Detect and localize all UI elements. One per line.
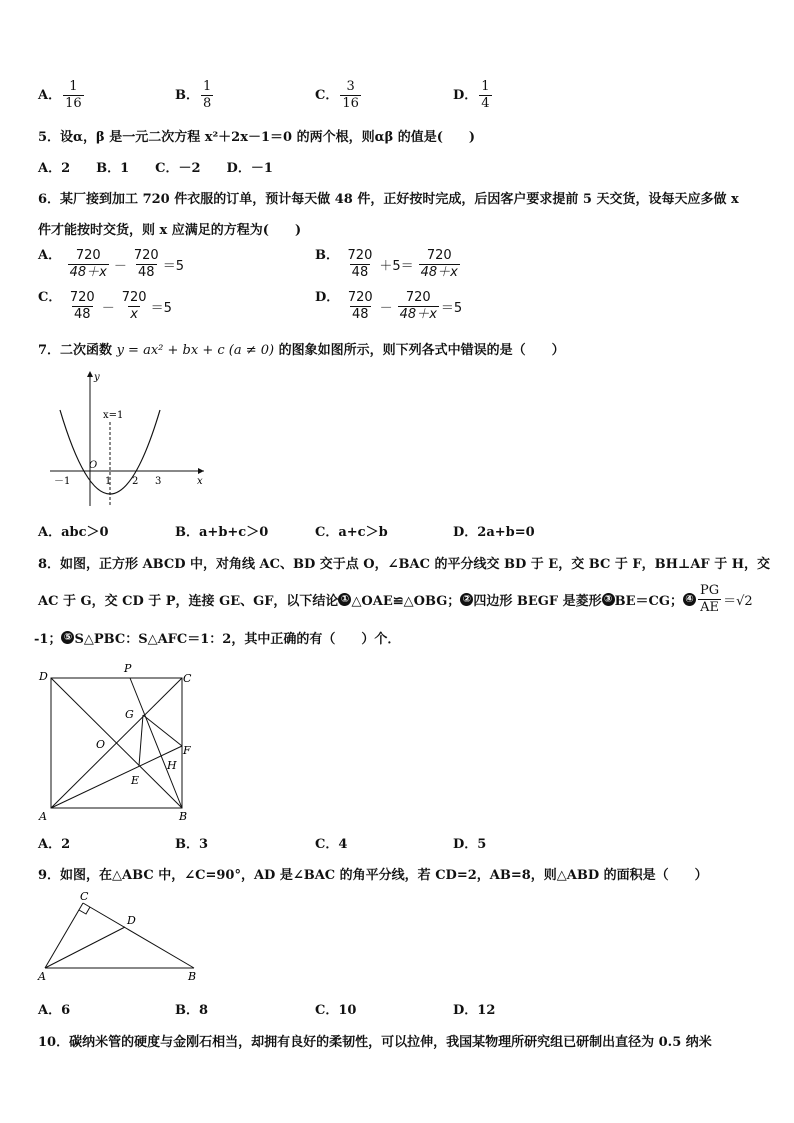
q6-a-rhs: ＝5 bbox=[162, 259, 184, 274]
q4-d-num: 1 bbox=[481, 79, 490, 94]
q8-label-p: P bbox=[124, 662, 132, 675]
q5-options: A．2 B．1 C．－2 D．－1 bbox=[38, 161, 273, 176]
q6-c-op: － bbox=[101, 301, 115, 316]
q4-b-den: 8 bbox=[203, 96, 212, 111]
q4-option-c: C． $\frac{3}{16}$ bbox=[315, 79, 359, 111]
q6-b-t2-num: 720 bbox=[426, 248, 452, 263]
q6-option-c: C． $\frac{720}{48}$ － $\frac{720}{x}$ ＝5 bbox=[38, 290, 172, 322]
q8-segment-bp bbox=[130, 678, 182, 808]
q6-c-t1-den: 48 bbox=[74, 307, 91, 322]
q4-option-b: B． $\frac{1}{8}$ bbox=[175, 79, 212, 111]
q6-option-a: A． $\frac{720}{48+x}$ － $\frac{720}{48}$ ＝5 bbox=[38, 248, 184, 280]
q8-option-d: D．5 bbox=[453, 837, 487, 852]
q7-axis-label: x=1 bbox=[103, 410, 124, 421]
q6-d-t1-num: 720 bbox=[347, 290, 373, 305]
q7-option-a: A．abc＞0 bbox=[38, 525, 109, 540]
q9-option-a: A．6 bbox=[38, 1003, 71, 1018]
q6-a-t2-num: 720 bbox=[133, 248, 159, 263]
q6-c-t1-num: 720 bbox=[69, 290, 95, 305]
q8-label-o: O bbox=[96, 738, 106, 751]
q8-stem-line3: -1； ⑤ S△PBC：S△AFC＝1：2，其中正确的有（ ）个． bbox=[34, 632, 401, 647]
q7-option-d: D．2a+b=0 bbox=[453, 525, 535, 540]
q8-label-e: E bbox=[131, 774, 140, 787]
q8-label-g: G bbox=[125, 708, 134, 721]
q8-stem-line2: AC 于 G，交 CD 于 P，连接 GE、GF，以下结论 ① △OAE≌△OBG； ② 四边形 BEGF 是菱形 ③ BE＝CG； ④ $\frac{PG}{AE}$ ＝√2 bbox=[38, 583, 753, 615]
q9-label-b: B bbox=[188, 970, 197, 983]
q8-label-h: H bbox=[167, 759, 177, 772]
q8-segment-gf bbox=[143, 715, 182, 746]
q7-tick-3: 3 bbox=[155, 476, 162, 487]
q7-formula: y = ax² + bx + c (a ≠ 0) bbox=[116, 343, 275, 358]
q6-d-t2-num: 720 bbox=[405, 290, 431, 305]
q8-label-c: C bbox=[183, 672, 192, 685]
q9-right-angle-mark bbox=[79, 907, 90, 914]
q4-b-num: 1 bbox=[203, 79, 212, 94]
q7-y-label: y bbox=[94, 372, 100, 383]
q6-b-t1-num: 720 bbox=[347, 248, 373, 263]
q4-option-d: D． $\frac{1}{4}$ bbox=[453, 79, 490, 111]
q7-origin-label: O bbox=[89, 460, 98, 471]
q9-label-a: A bbox=[38, 970, 46, 983]
q7-x-label: x bbox=[197, 476, 203, 487]
q6-a-t1-num: 720 bbox=[75, 248, 101, 263]
q6-d-t1-den: 48 bbox=[351, 307, 369, 322]
q7-y-arrow bbox=[87, 371, 93, 377]
q6-a-op: － bbox=[113, 259, 127, 274]
q7-parabola-graph bbox=[48, 368, 208, 508]
q6-c-rhs: ＝5 bbox=[150, 301, 172, 316]
q9-option-d: D．12 bbox=[453, 1003, 496, 1018]
q9-triangle-figure bbox=[36, 886, 206, 986]
q9-stem: 9．如图，在△ABC 中，∠C=90°，AD 是∠BAC 的角平分线，若 CD=2，AB=8，则△ABD 的面积是（ ） bbox=[38, 868, 708, 883]
q6-b-op: ＋5＝ bbox=[379, 259, 414, 274]
q8-label-a: A bbox=[39, 810, 47, 823]
q4-a-num: 1 bbox=[69, 79, 78, 94]
q6-option-d: D． $\frac{720}{48}$ － $\frac{720}{48+x}$ ＝5 bbox=[315, 290, 463, 322]
q6-d-op: － bbox=[379, 301, 393, 316]
q7-tick-1: 1 bbox=[105, 476, 112, 487]
q8-label-f: F bbox=[183, 744, 191, 757]
q10-stem: 10．碳纳米管的硬度与金刚石相当，却拥有良好的柔韧性，可以拉伸，我国某物理所研究组已研制出直径为 0.5 纳米 bbox=[38, 1035, 712, 1050]
q6-b-t1-den: 48 bbox=[351, 265, 369, 280]
q9-side-cb bbox=[83, 903, 194, 968]
q6-stem-line2: 件才能按时交货，则 x 应满足的方程为( ) bbox=[38, 223, 302, 238]
q8-stem-line1: 8．如图，正方形 ABCD 中，对角线 AC、BD 交于点 O，∠BAC 的平分线交 BD 于 E，交 BC 于 F，BH⊥AF 于 H，交 bbox=[38, 557, 770, 572]
q8-segment-af bbox=[51, 746, 182, 808]
q7-tick-neg1: －1 bbox=[54, 476, 71, 487]
q7-x-arrow bbox=[198, 468, 204, 474]
q6-c-t2-num: 720 bbox=[121, 290, 147, 305]
q7-tick-2: 2 bbox=[132, 476, 139, 487]
q8-label-b: B bbox=[179, 810, 188, 823]
q7-option-c: C．a+c＞b bbox=[315, 525, 388, 540]
q6-a-t2-den: 48 bbox=[138, 265, 155, 280]
q8-circle-3: ③ bbox=[602, 593, 615, 606]
q4-option-a: A． $\frac{1}{16}$ bbox=[38, 79, 82, 111]
q6-stem-line1: 6．某厂接到加工 720 件衣服的订单，预计每天做 48 件，正好按时完成，后因客户要求提前 5 天交货，设每天应多做 x bbox=[38, 192, 739, 207]
q6-a-t1-den: 48＋x bbox=[69, 265, 107, 280]
q5-stem: 5．设α，β 是一元二次方程 x²＋2x－1＝0 的两个根，则αβ 的值是( ) bbox=[38, 130, 476, 145]
q9-option-b: B．8 bbox=[175, 1003, 209, 1018]
q8-option-a: A．2 bbox=[38, 837, 71, 852]
q6-c-t2-den: x bbox=[130, 307, 138, 322]
q8-circle-5: ⑤ bbox=[61, 631, 74, 644]
q4-a-den: 16 bbox=[65, 96, 82, 111]
q4-c-den: 16 bbox=[342, 96, 359, 111]
q9-label-d: D bbox=[127, 914, 136, 927]
q6-option-b: B． $\frac{720}{48}$ ＋5＝ $\frac{720}{48+x}$ bbox=[315, 248, 458, 280]
q6-d-rhs: ＝5 bbox=[440, 301, 463, 316]
q9-label-c: C bbox=[80, 890, 89, 903]
q8-square-figure bbox=[36, 660, 206, 825]
q8-fraction: $\frac{PG}{AE}$ bbox=[699, 583, 720, 615]
q8-circle-4: ④ bbox=[683, 593, 696, 606]
q8-circle-2: ② bbox=[460, 593, 473, 606]
q6-d-t2-den: 48＋x bbox=[399, 307, 437, 322]
q8-circle-1: ① bbox=[338, 593, 351, 606]
q4-c-num: 3 bbox=[346, 79, 355, 94]
q8-option-c: C．4 bbox=[315, 837, 348, 852]
q7-stem: 7．二次函数 y = ax² + bx + c (a ≠ 0) 的图象如图所示，则下列各式中错误的是（ ） bbox=[38, 343, 565, 358]
q6-b-t2-den: 48＋x bbox=[420, 265, 458, 280]
q8-option-b: B．3 bbox=[175, 837, 209, 852]
q8-segment-ge bbox=[139, 715, 143, 766]
q7-option-b: B．a+b+c＞0 bbox=[175, 525, 269, 540]
q9-option-c: C．10 bbox=[315, 1003, 357, 1018]
q8-label-d: D bbox=[39, 670, 48, 683]
q4-d-den: 4 bbox=[481, 96, 490, 111]
